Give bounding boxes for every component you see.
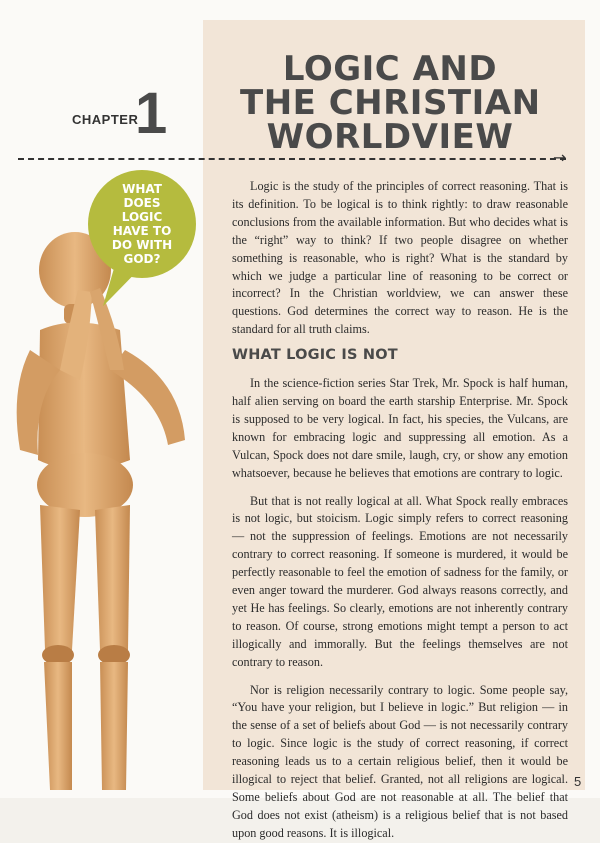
paragraph-stoicism: But that is not really logical at all. What Spock really embraces is not logic, but stoicism. Logic simply refers to correct reasoning — not the suppression of feelings. Emotions are not necessarily contrary to correct reasoning. If someone is murdered, it would be perfectly reasonable to feel the emotion of sadness for the family, or even anger toward the murderer. God always reasons correctly, and yet He has feelings. So clearly, emotions are not inherently contrary to reason. Of course, strong emotions might tempt a person to act illogically and immorally. But the feelings themselves are not contrary to reason. bbox=[232, 493, 568, 669]
body-text bbox=[232, 178, 568, 843]
title-line-2: THE CHRISTIAN bbox=[240, 83, 541, 123]
paragraph-religion: Nor is religion necessarily contrary to logic. Some people say, “You have your religion, but I believe in logic.” But religion — in the sense of a set of beliefs about God — is not necessarily contrary to logic. Since logic is the study of correct reasoning, if correct reasoning leads us to a certain religious belief, then it would be illogical to reject that belief. Granted, not all religions are logical. Some beliefs about God are not reasonable at all. The belief that God does not exist (atheism) is a religious belief that is not based upon good reasons. It is illogical. bbox=[232, 682, 568, 840]
page-number: 5 bbox=[574, 774, 582, 789]
chapter-number: 1 bbox=[135, 81, 168, 146]
speech-bubble bbox=[88, 170, 196, 278]
paragraph-spock: In the science-fiction series Star Trek, Mr. Spock is half human, half alien serving on board the earth starship Enterprise. Mr. Spock is supposed to be very logical. In fact, his species, the Vulcans, are known for embracing logic and suppressing all emotion. As a Vulcan, Spock does not dare smile, laugh, cry, or show any emotion whatsoever, because he believes that emotions are contrary to logic. bbox=[232, 376, 568, 480]
section-heading: WHAT LOGIC IS NOT bbox=[232, 347, 398, 364]
chapter-label: CHAPTER bbox=[72, 112, 139, 127]
arrow-right-icon: → bbox=[553, 148, 567, 167]
dashed-divider bbox=[18, 158, 566, 160]
speech-bubble-text: WHAT DOES LOGIC HAVE TO DO WITH GOD? bbox=[111, 182, 173, 266]
title-line-3: WORLDVIEW bbox=[266, 117, 514, 157]
wooden-mannequin-image bbox=[0, 230, 200, 790]
intro-paragraph: Logic is the study of the principles of correct reasoning. That is its definition. To be logical is to think rightly: to draw reasonable conclusions from the available information. But who decides what is the “right” way to think? If two people disagree on whether something is reasonable, who is right? What is the standard by which we judge a particular line of reasoning to be correct or incorrect? In the Christian worldview, we can answer these questions. God determines the correct way to reason. He is the standard for all truth claims. bbox=[232, 179, 568, 337]
title-line-1: LOGIC AND bbox=[282, 49, 498, 89]
chapter-title bbox=[240, 49, 541, 157]
